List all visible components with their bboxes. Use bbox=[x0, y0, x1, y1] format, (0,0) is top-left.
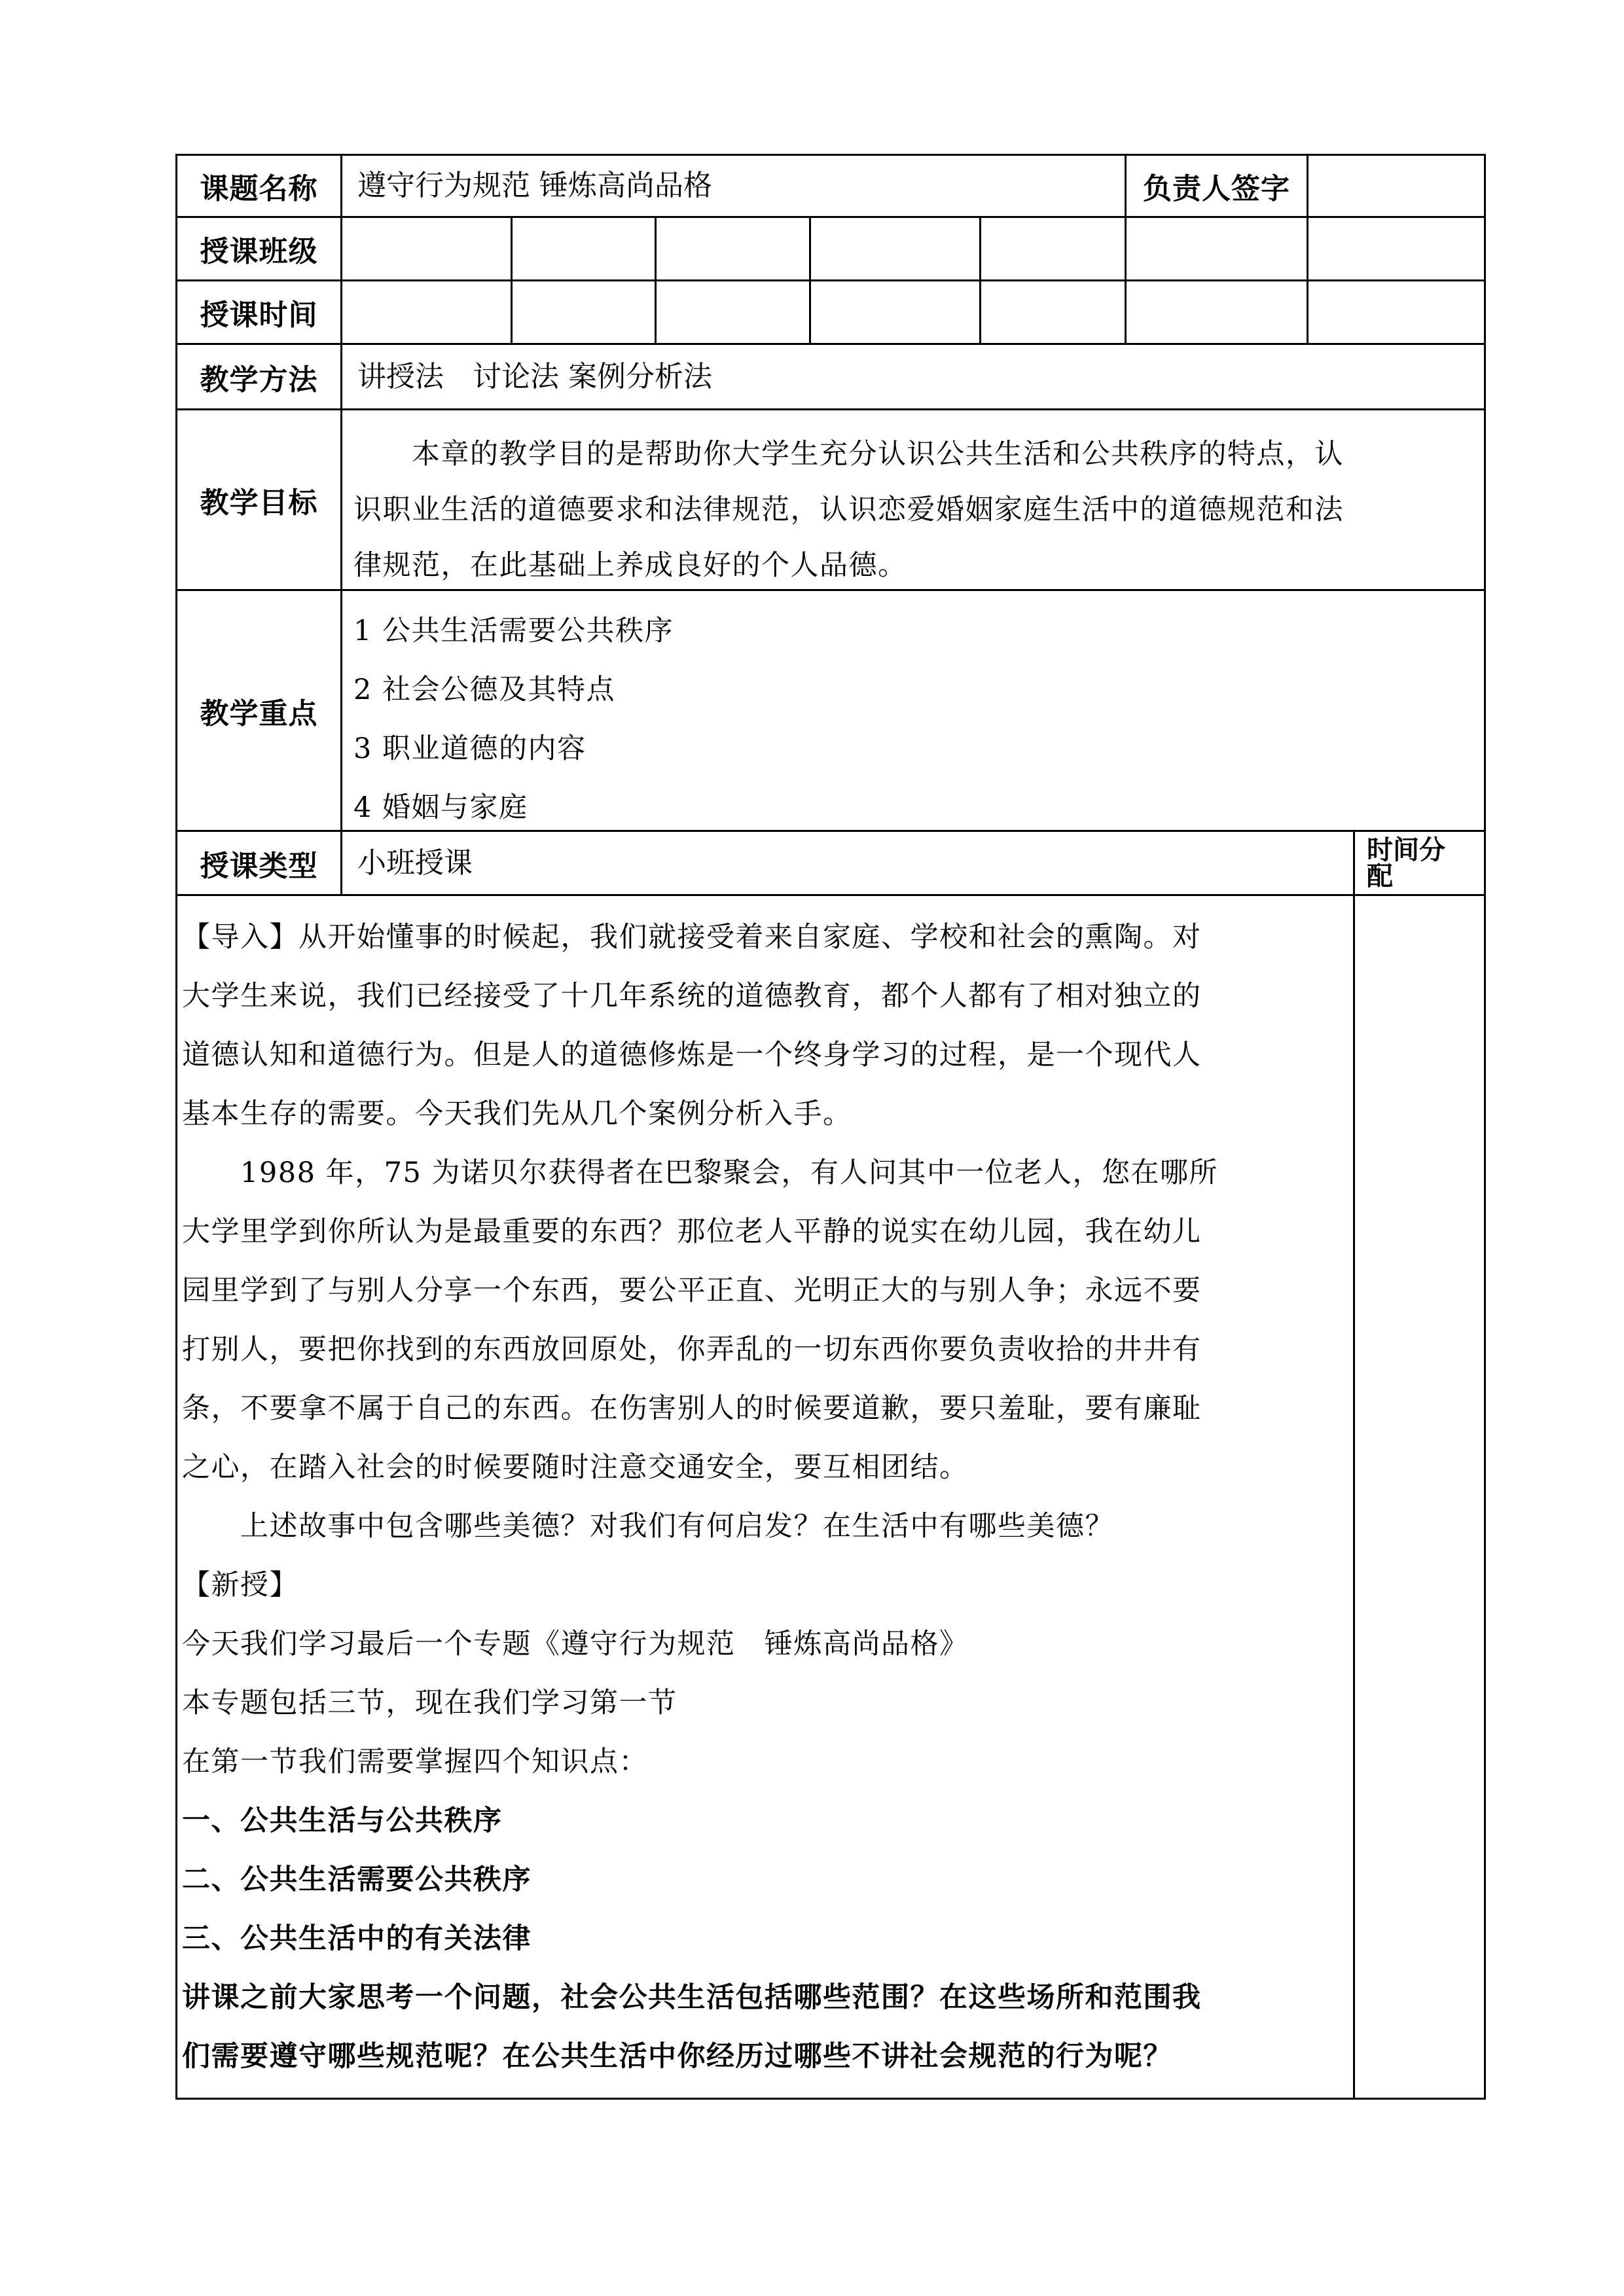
knowledge-point: 二、公共生活需要公共秩序 bbox=[182, 1863, 532, 1896]
method-label: 教学方法 bbox=[200, 363, 318, 397]
goal-line: 识职业生活的道德要求和法律规范，认识恋爱婚姻家庭生活中的道德规范和法 bbox=[353, 493, 1344, 526]
intro-line: 基本生存的需要。今天我们先从几个案例分析入手。 bbox=[182, 1098, 852, 1130]
new-lesson-line: 今天我们学习最后一个专题《遵守行为规范 锤炼高尚品格》 bbox=[182, 1628, 969, 1660]
goal-label: 教学目标 bbox=[200, 486, 318, 520]
closing-line: 们需要遵守哪些规范呢？在公共生活中你经历过哪些不讲社会规范的行为呢？ bbox=[182, 2040, 1172, 2073]
story-line: 打别人，要把你找到的东西放回原处，你弄乱的一切东西你要负责收拾的井井有 bbox=[182, 1333, 1202, 1366]
topic-label: 课题名称 bbox=[200, 172, 318, 206]
type-label: 授课类型 bbox=[200, 849, 318, 883]
lesson-plan-table bbox=[175, 154, 1486, 2100]
knowledge-point: 一、公共生活与公共秩序 bbox=[182, 1804, 503, 1837]
new-lesson-line: 在第一节我们需要掌握四个知识点： bbox=[182, 1746, 648, 1778]
story-line: 之心，在踏入社会的时候要随时注意交通安全，要互相团结。 bbox=[182, 1451, 969, 1484]
knowledge-point: 三、公共生活中的有关法律 bbox=[182, 1922, 532, 1955]
time-allocation-label: 时间分配 bbox=[1367, 834, 1445, 891]
keypoint-item: 2 社会公德及其特点 bbox=[353, 673, 616, 706]
intro-line: 大学生来说，我们已经接受了十几年系统的道德教育，都个人都有了相对独立的 bbox=[182, 980, 1202, 1013]
question-line: 上述故事中包含哪些美德？对我们有何启发？在生活中有哪些美德？ bbox=[182, 1510, 1114, 1543]
keypoint-item: 3 职业道德的内容 bbox=[353, 732, 586, 765]
intro-line: 道德认知和道德行为。但是人的道德修炼是一个终身学习的过程，是一个现代人 bbox=[182, 1039, 1202, 1071]
new-lesson-line: 本专题包括三节，现在我们学习第一节 bbox=[182, 1687, 677, 1719]
closing-line: 讲课之前大家思考一个问题，社会公共生活包括哪些范围？在这些场所和范围我 bbox=[182, 1981, 1202, 2014]
method-value: 讲授法 讨论法 案例分析法 bbox=[357, 359, 712, 393]
story-line: 大学里学到你所认为是最重要的东西？那位老人平静的说实在幼儿园，我在幼儿 bbox=[182, 1215, 1202, 1248]
story-line: 园里学到了与别人分享一个东西，要公平正直、光明正大的与别人争；永远不要 bbox=[182, 1274, 1202, 1307]
goal-line: 律规范，在此基础上养成良好的个人品德。 bbox=[353, 549, 907, 582]
story-line: 1988 年，75 为诺贝尔获得者在巴黎聚会，有人问其中一位老人，您在哪所 bbox=[182, 1157, 1218, 1189]
topic-value: 遵守行为规范 锤炼高尚品格 bbox=[357, 169, 712, 202]
time-label: 授课时间 bbox=[200, 298, 318, 332]
keypoint-item: 4 婚姻与家庭 bbox=[353, 791, 528, 824]
signature-field[interactable] bbox=[1308, 156, 1484, 216]
intro-line: 【导入】从开始懂事的时候起，我们就接受着来自家庭、学校和社会的熏陶。对 bbox=[182, 921, 1202, 954]
class-label: 授课班级 bbox=[200, 235, 318, 268]
keypoints-label: 教学重点 bbox=[200, 696, 318, 730]
keypoint-item: 1 公共生活需要公共秩序 bbox=[353, 615, 674, 647]
signature-label: 负责人签字 bbox=[1143, 172, 1290, 206]
type-value: 小班授课 bbox=[357, 846, 473, 880]
new-lesson-label: 【新授】 bbox=[182, 1569, 298, 1602]
story-line: 条，不要拿不属于自己的东西。在伤害别人的时候要道歉，要只羞耻，要有廉耻 bbox=[182, 1392, 1202, 1425]
goal-line: 本章的教学目的是帮助你大学生充分认识公共生活和公共秩序的特点，认 bbox=[353, 438, 1344, 471]
